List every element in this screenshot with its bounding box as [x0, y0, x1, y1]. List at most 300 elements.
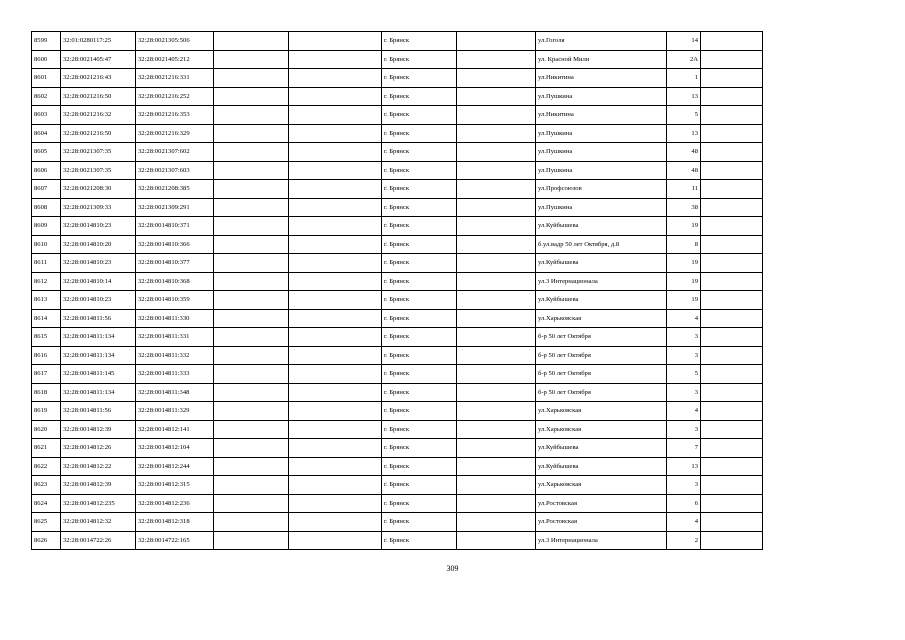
city-cell: г. Брянск: [382, 383, 457, 402]
cadastral-number-cell: 32:28:0014811:56: [61, 402, 136, 421]
row-number-cell: 8617: [32, 365, 61, 384]
house-number-cell: 38: [667, 198, 701, 217]
city-cell: г. Брянск: [382, 291, 457, 310]
house-number-cell: 2А: [667, 50, 701, 69]
empty-cell: [701, 87, 763, 106]
cadastral-number-cell: 32:28:0021208:30: [61, 180, 136, 199]
house-number-cell: 5: [667, 106, 701, 125]
cadastral-number-cell: 32:28:0014812:315: [136, 476, 214, 495]
empty-cell: [701, 106, 763, 125]
city-cell: г. Брянск: [382, 50, 457, 69]
empty-cell: [289, 309, 382, 328]
city-cell: г. Брянск: [382, 161, 457, 180]
empty-cell: [289, 457, 382, 476]
table-row: [32, 383, 876, 402]
empty-cell: [457, 309, 536, 328]
row-number-cell: 8599: [32, 32, 61, 51]
house-number-cell: 1: [667, 69, 701, 88]
cadastral-number-cell: 32:28:0021216:43: [61, 69, 136, 88]
street-address-cell: б-р 50 лет Октября: [536, 383, 667, 402]
house-number-cell: 4: [667, 402, 701, 421]
empty-cell: [289, 32, 382, 51]
cadastral-number-cell: 32:28:0014811:134: [61, 383, 136, 402]
empty-cell: [701, 328, 763, 347]
empty-cell: [289, 439, 382, 458]
empty-cell: [289, 180, 382, 199]
empty-cell: [701, 32, 763, 51]
empty-cell: [214, 476, 289, 495]
table-row: [32, 143, 876, 162]
empty-cell: [289, 476, 382, 495]
cadastral-number-cell: 32:28:0021216:252: [136, 87, 214, 106]
cadastral-number-cell: 32:28:0014812:39: [61, 476, 136, 495]
cadastral-number-cell: 32:28:0021216:32: [61, 106, 136, 125]
empty-cell: [457, 346, 536, 365]
city-cell: г. Брянск: [382, 457, 457, 476]
street-address-cell: ул.Никитина: [536, 69, 667, 88]
house-number-cell: 4: [667, 513, 701, 532]
house-number-cell: 14: [667, 32, 701, 51]
cadastral-number-cell: 32:28:0014812:39: [61, 420, 136, 439]
empty-cell: [457, 180, 536, 199]
empty-cell: [701, 402, 763, 421]
cadastral-number-cell: 32:28:0014810:377: [136, 254, 214, 273]
empty-cell: [214, 180, 289, 199]
street-address-cell: ул. Красной Мили: [536, 50, 667, 69]
row-number-cell: 8607: [32, 180, 61, 199]
city-cell: г. Брянск: [382, 476, 457, 495]
street-address-cell: ул.Куйбышева: [536, 217, 667, 236]
empty-cell: [457, 272, 536, 291]
row-number-cell: 8626: [32, 531, 61, 550]
row-number-cell: 8612: [32, 272, 61, 291]
empty-cell: [214, 494, 289, 513]
empty-cell: [289, 272, 382, 291]
cadastral-number-cell: 32:28:0021216:353: [136, 106, 214, 125]
empty-cell: [289, 87, 382, 106]
empty-cell: [701, 235, 763, 254]
empty-cell: [457, 402, 536, 421]
empty-cell: [214, 457, 289, 476]
table-body: [32, 32, 876, 550]
table-row: [32, 50, 876, 69]
cadastral-number-cell: 32:28:0021216:50: [61, 87, 136, 106]
street-address-cell: ул.Пушкина: [536, 161, 667, 180]
cadastral-number-cell: 32:28:0014811:331: [136, 328, 214, 347]
city-cell: г. Брянск: [382, 235, 457, 254]
empty-cell: [214, 143, 289, 162]
page-number: 309: [446, 564, 459, 573]
table-row: [32, 32, 876, 51]
cadastral-number-cell: 32:28:0014810:366: [136, 235, 214, 254]
city-cell: г. Брянск: [382, 69, 457, 88]
empty-cell: [701, 513, 763, 532]
empty-cell: [457, 254, 536, 273]
empty-cell: [214, 328, 289, 347]
empty-cell: [214, 291, 289, 310]
row-number-cell: 8603: [32, 106, 61, 125]
house-number-cell: 2: [667, 531, 701, 550]
house-number-cell: 3: [667, 328, 701, 347]
empty-cell: [289, 124, 382, 143]
empty-cell: [289, 494, 382, 513]
street-address-cell: ул.Никитина: [536, 106, 667, 125]
empty-cell: [457, 420, 536, 439]
row-number-cell: 8615: [32, 328, 61, 347]
house-number-cell: 3: [667, 476, 701, 495]
street-address-cell: ул.3 Интернационала: [536, 531, 667, 550]
empty-cell: [457, 143, 536, 162]
city-cell: г. Брянск: [382, 143, 457, 162]
cadastral-number-cell: 32:01:0280117:25: [61, 32, 136, 51]
cadastral-number-cell: 32:28:0014811:145: [61, 365, 136, 384]
empty-cell: [457, 328, 536, 347]
cadastral-number-cell: 32:28:0014810:14: [61, 272, 136, 291]
house-number-cell: 19: [667, 272, 701, 291]
house-number-cell: 13: [667, 457, 701, 476]
empty-cell: [214, 198, 289, 217]
empty-cell: [701, 272, 763, 291]
row-number-cell: 8605: [32, 143, 61, 162]
table-row: [32, 457, 876, 476]
table-row: [32, 69, 876, 88]
cadastral-number-cell: 32:28:0014810:371: [136, 217, 214, 236]
row-number-cell: 8606: [32, 161, 61, 180]
house-number-cell: 6: [667, 494, 701, 513]
empty-cell: [289, 106, 382, 125]
empty-cell: [457, 365, 536, 384]
street-address-cell: б-р 50 лет Октября: [536, 346, 667, 365]
row-number-cell: 8602: [32, 87, 61, 106]
empty-cell: [701, 531, 763, 550]
table-row: [32, 494, 876, 513]
street-address-cell: ул.Пушкина: [536, 143, 667, 162]
empty-cell: [457, 32, 536, 51]
empty-cell: [289, 291, 382, 310]
cadastral-number-cell: 32:28:0014811:56: [61, 309, 136, 328]
empty-cell: [289, 531, 382, 550]
empty-cell: [701, 439, 763, 458]
table-row: [32, 309, 876, 328]
city-cell: г. Брянск: [382, 365, 457, 384]
table-row: [32, 180, 876, 199]
empty-cell: [701, 198, 763, 217]
empty-cell: [289, 217, 382, 236]
empty-cell: [214, 402, 289, 421]
house-number-cell: 48: [667, 161, 701, 180]
city-cell: г. Брянск: [382, 254, 457, 273]
street-address-cell: ул.Куйбышева: [536, 254, 667, 273]
table-row: [32, 106, 876, 125]
empty-cell: [289, 513, 382, 532]
empty-cell: [214, 69, 289, 88]
street-address-cell: ул.Харьковская: [536, 420, 667, 439]
house-number-cell: 3: [667, 420, 701, 439]
empty-cell: [701, 346, 763, 365]
cadastral-number-cell: 32:28:0021309:291: [136, 198, 214, 217]
empty-cell: [289, 328, 382, 347]
row-number-cell: 8619: [32, 402, 61, 421]
empty-cell: [701, 69, 763, 88]
empty-cell: [701, 420, 763, 439]
street-address-cell: ул.Профсоюзов: [536, 180, 667, 199]
empty-cell: [289, 50, 382, 69]
cadastral-number-cell: 32:28:0014810:20: [61, 235, 136, 254]
empty-cell: [289, 235, 382, 254]
cadastral-number-cell: 32:28:0014812:141: [136, 420, 214, 439]
empty-cell: [457, 476, 536, 495]
empty-cell: [214, 272, 289, 291]
empty-cell: [289, 254, 382, 273]
city-cell: г. Брянск: [382, 87, 457, 106]
house-number-cell: 11: [667, 180, 701, 199]
row-number-cell: 8625: [32, 513, 61, 532]
empty-cell: [214, 106, 289, 125]
row-number-cell: 8622: [32, 457, 61, 476]
empty-cell: [701, 124, 763, 143]
street-address-cell: б.ул.вадр 50 лет Октября, д.8: [536, 235, 667, 254]
empty-cell: [457, 291, 536, 310]
table-row: [32, 124, 876, 143]
cadastral-number-cell: 32:28:0014722:165: [136, 531, 214, 550]
empty-cell: [457, 235, 536, 254]
table-row: [32, 531, 876, 550]
table-row: [32, 439, 876, 458]
empty-cell: [457, 124, 536, 143]
city-cell: г. Брянск: [382, 328, 457, 347]
empty-cell: [701, 476, 763, 495]
empty-cell: [214, 365, 289, 384]
empty-cell: [457, 50, 536, 69]
street-address-cell: ул.Куйбышева: [536, 291, 667, 310]
empty-cell: [457, 106, 536, 125]
house-number-cell: 8: [667, 235, 701, 254]
cadastral-number-cell: 32:28:0021208:385: [136, 180, 214, 199]
empty-cell: [214, 50, 289, 69]
house-number-cell: 7: [667, 439, 701, 458]
row-number-cell: 8618: [32, 383, 61, 402]
city-cell: г. Брянск: [382, 106, 457, 125]
empty-cell: [701, 365, 763, 384]
registry-table: [31, 31, 876, 550]
empty-cell: [457, 383, 536, 402]
row-number-cell: 8623: [32, 476, 61, 495]
empty-cell: [457, 161, 536, 180]
cadastral-number-cell: 32:28:0014812:236: [136, 494, 214, 513]
empty-cell: [214, 309, 289, 328]
empty-cell: [701, 291, 763, 310]
empty-cell: [214, 87, 289, 106]
house-number-cell: 5: [667, 365, 701, 384]
empty-cell: [701, 254, 763, 273]
cadastral-number-cell: 32:28:0021309:33: [61, 198, 136, 217]
house-number-cell: 13: [667, 124, 701, 143]
street-address-cell: ул.Пушкина: [536, 198, 667, 217]
empty-cell: [457, 494, 536, 513]
empty-cell: [214, 513, 289, 532]
empty-cell: [457, 217, 536, 236]
cadastral-number-cell: 32:28:0021216:50: [61, 124, 136, 143]
empty-cell: [701, 50, 763, 69]
city-cell: г. Брянск: [382, 346, 457, 365]
cadastral-number-cell: 32:28:0014811:348: [136, 383, 214, 402]
empty-cell: [457, 69, 536, 88]
empty-cell: [701, 383, 763, 402]
empty-cell: [214, 217, 289, 236]
empty-cell: [701, 457, 763, 476]
empty-cell: [289, 161, 382, 180]
row-number-cell: 8601: [32, 69, 61, 88]
table-row: [32, 328, 876, 347]
house-number-cell: 3: [667, 346, 701, 365]
city-cell: г. Брянск: [382, 494, 457, 513]
street-address-cell: ул.Харьковская: [536, 476, 667, 495]
street-address-cell: ул.Харьковская: [536, 402, 667, 421]
cadastral-number-cell: 32:28:0014810:359: [136, 291, 214, 310]
table-row: [32, 217, 876, 236]
empty-cell: [289, 420, 382, 439]
row-number-cell: 8616: [32, 346, 61, 365]
cadastral-number-cell: 32:28:0021405:47: [61, 50, 136, 69]
table-row: [32, 346, 876, 365]
empty-cell: [701, 161, 763, 180]
empty-cell: [214, 161, 289, 180]
empty-cell: [457, 87, 536, 106]
empty-cell: [701, 180, 763, 199]
row-number-cell: 8610: [32, 235, 61, 254]
row-number-cell: 8614: [32, 309, 61, 328]
city-cell: г. Брянск: [382, 198, 457, 217]
empty-cell: [289, 143, 382, 162]
cadastral-number-cell: 32:28:0014811:134: [61, 328, 136, 347]
cadastral-number-cell: 32:28:0014811:134: [61, 346, 136, 365]
empty-cell: [214, 254, 289, 273]
street-address-cell: б-р 50 лет Октября: [536, 328, 667, 347]
table-row: [32, 513, 876, 532]
row-number-cell: 8620: [32, 420, 61, 439]
empty-cell: [289, 402, 382, 421]
cadastral-number-cell: 32:28:0014722:26: [61, 531, 136, 550]
city-cell: г. Брянск: [382, 272, 457, 291]
table-row: [32, 402, 876, 421]
table-row: [32, 272, 876, 291]
empty-cell: [289, 383, 382, 402]
table-row: [32, 198, 876, 217]
empty-cell: [289, 69, 382, 88]
street-address-cell: ул.Пушкина: [536, 87, 667, 106]
cadastral-number-cell: 32:28:0014812:318: [136, 513, 214, 532]
row-number-cell: 8621: [32, 439, 61, 458]
row-number-cell: 8600: [32, 50, 61, 69]
street-address-cell: ул.3 Интернационала: [536, 272, 667, 291]
house-number-cell: 19: [667, 291, 701, 310]
empty-cell: [701, 494, 763, 513]
cadastral-number-cell: 32:28:0014812:32: [61, 513, 136, 532]
table-row: [32, 235, 876, 254]
cadastral-number-cell: 32:28:0021216:331: [136, 69, 214, 88]
empty-cell: [214, 124, 289, 143]
cadastral-number-cell: 32:28:0021305:506: [136, 32, 214, 51]
cadastral-number-cell: 32:28:0021307:35: [61, 143, 136, 162]
empty-cell: [289, 346, 382, 365]
street-address-cell: ул.Гоголя: [536, 32, 667, 51]
street-address-cell: ул.Пушкина: [536, 124, 667, 143]
city-cell: г. Брянск: [382, 531, 457, 550]
city-cell: г. Брянск: [382, 402, 457, 421]
cadastral-number-cell: 32:28:0014812:244: [136, 457, 214, 476]
cadastral-number-cell: 32:28:0021216:329: [136, 124, 214, 143]
city-cell: г. Брянск: [382, 309, 457, 328]
house-number-cell: 19: [667, 217, 701, 236]
empty-cell: [701, 143, 763, 162]
city-cell: г. Брянск: [382, 124, 457, 143]
cadastral-number-cell: 32:28:0014812:104: [136, 439, 214, 458]
cadastral-number-cell: 32:28:0014811:329: [136, 402, 214, 421]
house-number-cell: 19: [667, 254, 701, 273]
empty-cell: [457, 439, 536, 458]
street-address-cell: ул.Куйбышева: [536, 439, 667, 458]
cadastral-number-cell: 32:28:0021405:212: [136, 50, 214, 69]
cadastral-number-cell: 32:28:0014812:235: [61, 494, 136, 513]
empty-cell: [214, 439, 289, 458]
empty-cell: [457, 531, 536, 550]
table-row: [32, 476, 876, 495]
cadastral-number-cell: 32:28:0021307:602: [136, 143, 214, 162]
empty-cell: [701, 217, 763, 236]
street-address-cell: ул.Ростовская: [536, 494, 667, 513]
table-row: [32, 254, 876, 273]
empty-cell: [214, 531, 289, 550]
street-address-cell: ул.Харьковская: [536, 309, 667, 328]
house-number-cell: 3: [667, 383, 701, 402]
cadastral-number-cell: 32:28:0021307:603: [136, 161, 214, 180]
empty-cell: [701, 309, 763, 328]
empty-cell: [214, 32, 289, 51]
empty-cell: [289, 198, 382, 217]
city-cell: г. Брянск: [382, 439, 457, 458]
table-row: [32, 420, 876, 439]
empty-cell: [214, 420, 289, 439]
table-row: [32, 161, 876, 180]
city-cell: г. Брянск: [382, 420, 457, 439]
city-cell: г. Брянск: [382, 217, 457, 236]
empty-cell: [457, 457, 536, 476]
house-number-cell: 4: [667, 309, 701, 328]
cadastral-number-cell: 32:28:0014810:23: [61, 291, 136, 310]
table-row: [32, 365, 876, 384]
city-cell: г. Брянск: [382, 32, 457, 51]
row-number-cell: 8604: [32, 124, 61, 143]
cadastral-number-cell: 32:28:0014810:23: [61, 217, 136, 236]
cadastral-number-cell: 32:28:0014812:26: [61, 439, 136, 458]
empty-cell: [457, 198, 536, 217]
city-cell: г. Брянск: [382, 513, 457, 532]
empty-cell: [214, 383, 289, 402]
table-row: [32, 291, 876, 310]
city-cell: г. Брянск: [382, 180, 457, 199]
cadastral-number-cell: 32:28:0014811:332: [136, 346, 214, 365]
cadastral-number-cell: 32:28:0014811:330: [136, 309, 214, 328]
street-address-cell: б-р 50 лет Октября: [536, 365, 667, 384]
cadastral-number-cell: 32:28:0014810:368: [136, 272, 214, 291]
row-number-cell: 8608: [32, 198, 61, 217]
row-number-cell: 8613: [32, 291, 61, 310]
empty-cell: [214, 235, 289, 254]
house-number-cell: 13: [667, 87, 701, 106]
row-number-cell: 8624: [32, 494, 61, 513]
cadastral-number-cell: 32:28:0021307:35: [61, 161, 136, 180]
row-number-cell: 8611: [32, 254, 61, 273]
